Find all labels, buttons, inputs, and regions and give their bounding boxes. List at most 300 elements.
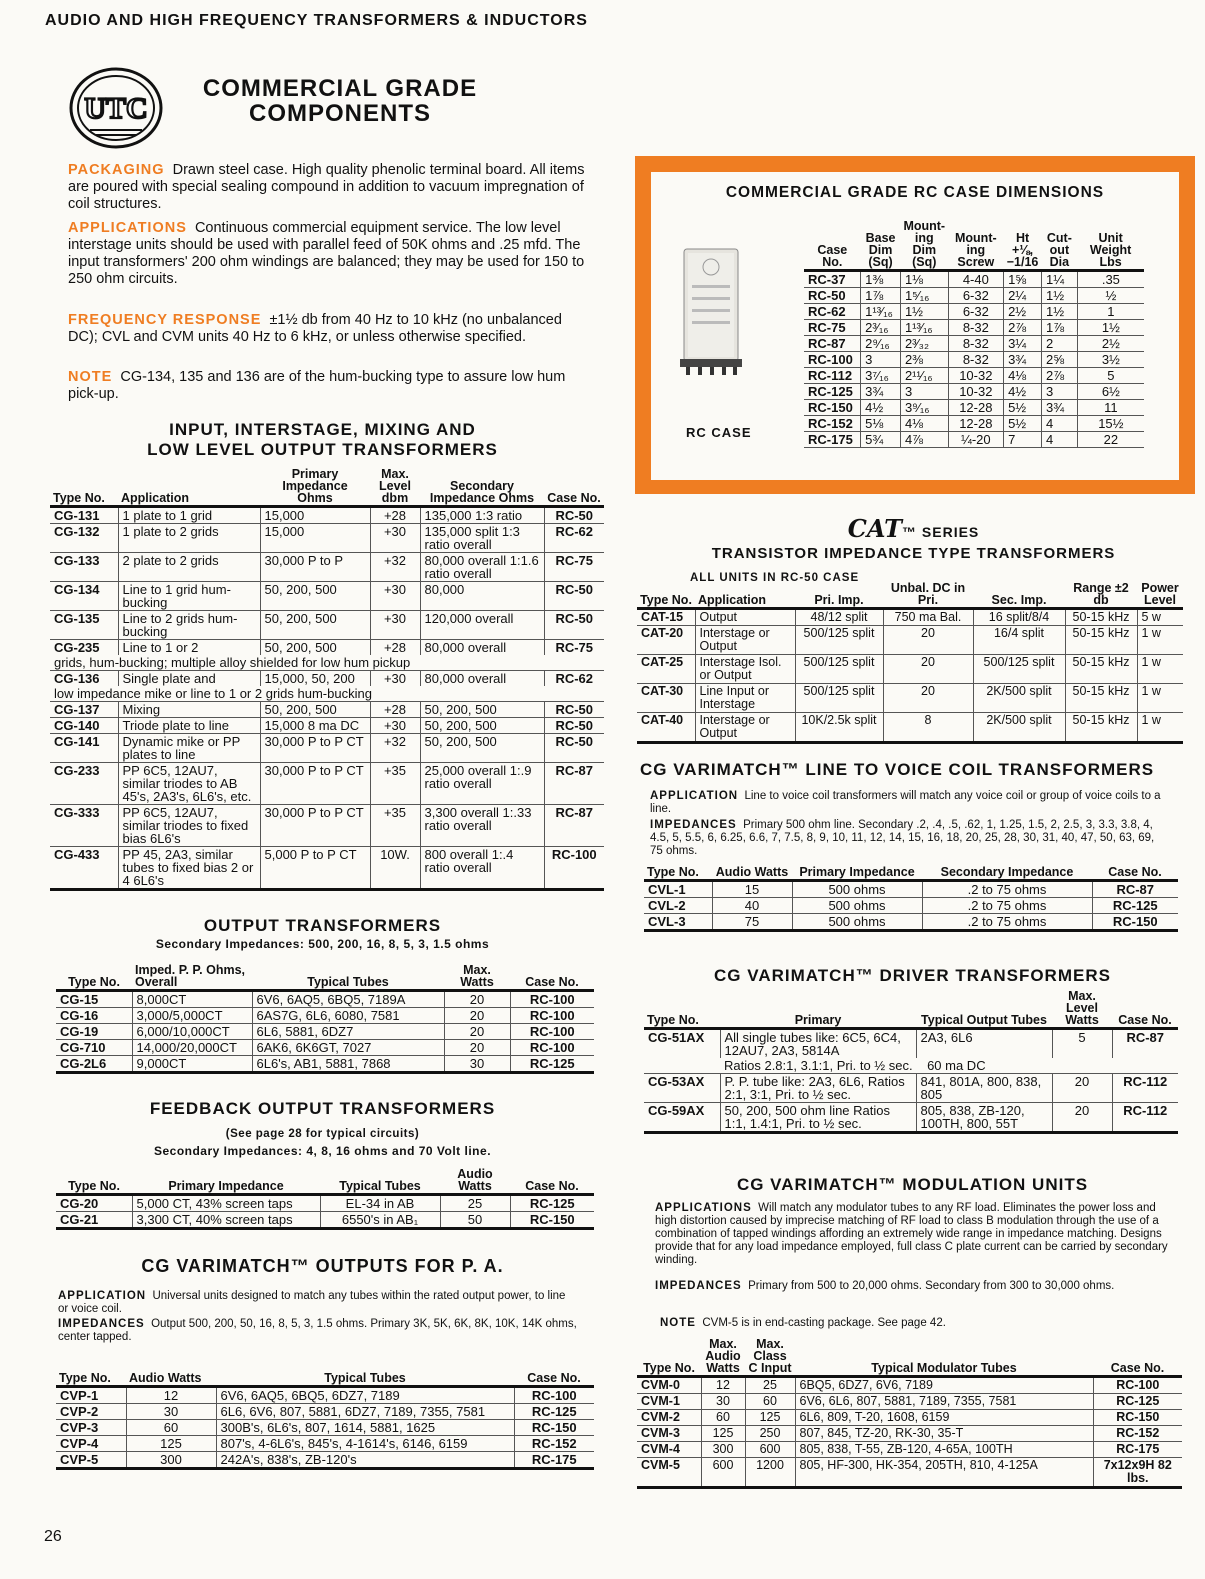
table-cell: 300 [126, 1452, 216, 1469]
table-cell: RC-112 [804, 368, 861, 384]
table-cell: 50, 200, 500 [420, 734, 544, 763]
table-cell: 125 [701, 1426, 745, 1442]
table-cell: 48/12 split [795, 609, 883, 626]
table-cell: 2 [1042, 336, 1078, 352]
table-cell: 6550's in AB₁ [320, 1212, 440, 1229]
table-cell: 6-32 [948, 304, 1003, 320]
cat-series-table [637, 582, 1183, 744]
table-cell: 1⅞ [861, 288, 901, 304]
table-cell: 6V6, 6AQ5, 6BQ5, 7189A [252, 991, 444, 1008]
table-row [50, 582, 604, 611]
table-header-cell: Type No. [50, 468, 118, 507]
table-cell: CG-137 [50, 702, 118, 718]
table-cell: RC-125 [1092, 898, 1178, 914]
table-cell: 10W. [370, 847, 420, 890]
table-row [804, 416, 1144, 432]
table-cell: EL-34 in AB [320, 1195, 440, 1212]
table-cell: 6½ [1077, 384, 1144, 400]
table-header-cell: Sec. Imp. [973, 582, 1065, 609]
table-header-cell: Unit Weight Lbs [1077, 220, 1144, 271]
table-cell: 300 [701, 1442, 745, 1458]
table-cell: RC-112 [1112, 1074, 1178, 1103]
table-cell: 5½ [1004, 400, 1042, 416]
table-header-cell: Primary Impedance [132, 1168, 320, 1195]
table-cell: RC-50 [544, 582, 604, 611]
table-row-note [644, 1058, 1178, 1074]
table-header-cell: Application [695, 582, 795, 609]
table-cell: 1 w [1137, 626, 1183, 655]
table-cell: 1 w [1137, 684, 1183, 713]
table-cell: 30,000 P to P CT [260, 805, 370, 847]
page-header: AUDIO AND HIGH FREQUENCY TRANSFORMERS & INDUCTORS [45, 12, 588, 29]
table-header-cell: Power Level [1137, 582, 1183, 609]
svg-text:UTC: UTC [84, 92, 148, 125]
table-cell: 12 [126, 1387, 216, 1404]
table-cell: 3 [1042, 384, 1078, 400]
table-cell: 4-40 [948, 271, 1003, 288]
table-cell: 6AS7G, 6L6, 6080, 7581 [252, 1008, 444, 1024]
table-header-cell: Secondary Impedance [922, 866, 1092, 881]
table-cell: 1⅜ [861, 271, 901, 288]
table-cell: CG-2L6 [56, 1056, 132, 1073]
table-cell: 50-15 kHz [1065, 655, 1137, 684]
table-row [637, 1394, 1182, 1410]
table-header-cell: Typical Output Tubes [916, 990, 1052, 1029]
table-cell: RC-75 [804, 320, 861, 336]
table-cell: Ratios 2.8:1, 3.1:1, Pri. to ½ sec. 60 ma DC [720, 1058, 1178, 1074]
table-header-cell: Type No. [56, 964, 132, 991]
table-header-cell: Case No. [510, 964, 594, 991]
table-cell: 5⅛ [861, 416, 901, 432]
table-cell: 6V6, 6L6, 807, 5881, 7189, 7355, 7581 [795, 1394, 1093, 1410]
table-cell: RC-100 [1093, 1377, 1182, 1394]
table-cell: 805, HF-300, HK-354, 205TH, 810, 4-125A [795, 1458, 1093, 1488]
table-cell: .35 [1077, 271, 1144, 288]
table-row [804, 352, 1144, 368]
table-cell: RC-50 [544, 718, 604, 734]
table-row [56, 1436, 594, 1452]
table-cell: 4⅞ [900, 432, 948, 448]
table-cell: 5,000 P to P CT [260, 847, 370, 890]
table-row [804, 400, 1144, 416]
table-cell: 75 [712, 914, 792, 931]
table-cell: 6L6's, AB1, 5881, 7868 [252, 1056, 444, 1073]
table-cell: 16 split/8/4 [973, 609, 1065, 626]
table-row [50, 805, 604, 847]
table-cell: RC-125 [510, 1056, 594, 1073]
page-title: COMMERCIAL GRADE COMPONENTS [202, 75, 478, 127]
table-cell: 3,300 CT, 40% screen taps [132, 1212, 320, 1229]
table-row [804, 304, 1144, 320]
table-cell: 15½ [1077, 416, 1144, 432]
table-header-cell: Case No. [544, 468, 604, 507]
table-cell: CVM-3 [637, 1426, 701, 1442]
table-row [50, 847, 604, 890]
table-cell: CVP-5 [56, 1452, 126, 1469]
table-cell: P. P. tube like: 2A3, 6L6, Ratios 2:1, 3:1, Pri. to ½ sec. [720, 1074, 916, 1103]
table-cell: CVL-1 [644, 881, 712, 898]
table-row [644, 1103, 1178, 1133]
table-cell: RC-150 [804, 400, 861, 416]
table-header-cell: Imped. P. P. Ohms, Overall [132, 964, 252, 991]
table-cell: 20 [444, 1008, 510, 1024]
table-cell: CVL-3 [644, 914, 712, 931]
table-cell: CVL-2 [644, 898, 712, 914]
table-cell: 15,000 8 ma DC [260, 718, 370, 734]
table-cell: 8-32 [948, 320, 1003, 336]
table-cell: 6L6, 5881, 6DZ7 [252, 1024, 444, 1040]
table-cell: Line to 2 grids hum-bucking [118, 611, 260, 640]
table-header-cell: Case No. [514, 1372, 594, 1387]
table-cell: CG-333 [50, 805, 118, 847]
table-cell: 50, 200, 500 [260, 702, 370, 718]
table-cell: CVM-2 [637, 1410, 701, 1426]
cvl-section-title: CG VARIMATCH™ LINE TO VOICE COIL TRANSFORMERS [640, 760, 1155, 779]
table-cell: RC-100 [514, 1387, 594, 1404]
table-header-cell: Secondary Impedance Ohms [420, 468, 544, 507]
table-row [50, 507, 604, 524]
table-cell: ¼-20 [948, 432, 1003, 448]
table-cell: CG-433 [50, 847, 118, 890]
table-row [50, 702, 604, 718]
table-header-cell: Typical Tubes [216, 1372, 514, 1387]
table-cell: 3,300 overall 1:.33 ratio overall [420, 805, 544, 847]
table-row [637, 713, 1183, 743]
table-header-cell: Typical Tubes [252, 964, 444, 991]
table-header-cell: Case No. [1092, 866, 1178, 881]
table-cell: 5½ [1004, 416, 1042, 432]
table-cell: 20 [883, 684, 973, 713]
table-cell: 2K/500 split [973, 713, 1065, 743]
feedback-subtitle-1: (See page 28 for typical circuits) [225, 1128, 420, 1140]
table-cell: +28 [370, 507, 420, 524]
output-transformers-table [56, 964, 594, 1074]
table-cell: RC-75 [544, 553, 604, 582]
table-cell: 2½ [1004, 304, 1042, 320]
table-row [50, 671, 604, 687]
table-cell: RC-62 [555, 671, 594, 686]
rc-dimensions-table [804, 220, 1144, 448]
table-cell: 50-15 kHz [1065, 609, 1137, 626]
table-cell: CVM-4 [637, 1442, 701, 1458]
table-cell: CG-19 [56, 1024, 132, 1040]
table-cell: 22 [1077, 432, 1144, 448]
table-cell: Interstage Isol. or Output [695, 655, 795, 684]
table-header-cell: Pri. Imp. [795, 582, 883, 609]
table-cell: 30 [444, 1056, 510, 1073]
table-row [50, 640, 604, 656]
table-cell: CG-136 [50, 671, 118, 687]
table-cell: 25 [440, 1195, 510, 1212]
table-cell: 60 [701, 1410, 745, 1426]
table-cell: .2 to 75 ohms [922, 881, 1092, 898]
table-row [50, 524, 604, 553]
table-cell: CG-140 [50, 718, 118, 734]
table-cell: RC-50 [544, 734, 604, 763]
table-cell: 10K/2.5k split [795, 713, 883, 743]
table-row [50, 734, 604, 763]
table-cell: PP 6C5, 12AU7, similar triodes to AB 45's, 2A3's, 6L6's, etc. [118, 763, 260, 805]
table-cell: 2 plate to 2 grids [118, 553, 260, 582]
table-row [637, 626, 1183, 655]
table-cell: CAT-15 [637, 609, 695, 626]
table-cell: 2K/500 split [973, 684, 1065, 713]
table-header-cell: Type No. [637, 582, 695, 609]
modulation-section-title: CG VARIMATCH™ MODULATION UNITS [736, 1175, 1089, 1194]
table-cell: CVP-3 [56, 1420, 126, 1436]
table-cell: 1 [1077, 304, 1144, 320]
table-cell: CAT-40 [637, 713, 695, 743]
table-cell: 6L6, 6V6, 807, 5881, 6DZ7, 7189, 7355, 7581 [216, 1404, 514, 1420]
table-cell: 135,000 split 1:3 ratio overall [420, 524, 544, 553]
table-header-cell: Case No. [804, 220, 861, 271]
table-cell: CG-233 [50, 763, 118, 805]
table-cell: +30 [370, 582, 420, 611]
table-cell: CG-15 [56, 991, 132, 1008]
table-cell: 80,000 [420, 582, 544, 611]
cat-all-units-note: ALL UNITS IN RC-50 CASE [690, 572, 860, 584]
table-header-cell: Type No. [637, 1338, 701, 1377]
table-cell: 4⅛ [900, 416, 948, 432]
table-cell: 50-15 kHz [1065, 713, 1137, 743]
table-cell: CAT-30 [637, 684, 695, 713]
table-cell: 7x12x9H 82 lbs. [1093, 1458, 1182, 1488]
table-cell: 15,000 [260, 507, 370, 524]
table-cell: 5 [1052, 1029, 1112, 1059]
table-cell: 1 plate to 2 grids [118, 524, 260, 553]
table-cell: 1⅛ [900, 271, 948, 288]
table-cell: 1½ [900, 304, 948, 320]
table-cell: RC-150 [1092, 914, 1178, 931]
table-header-cell: Mount-ing Dim (Sq) [900, 220, 948, 271]
table-cell: 125 [126, 1436, 216, 1452]
table-cell: 3 [861, 352, 901, 368]
table-header-cell: Typical Tubes [320, 1168, 440, 1195]
table-row [804, 368, 1144, 384]
table-row [804, 271, 1144, 288]
table-row [56, 1195, 594, 1212]
table-cell: RC-37 [804, 271, 861, 288]
table-cell: 2⅞ [1042, 368, 1078, 384]
feedback-subtitle-2: Secondary Impedances: 4, 8, 16 ohms and 70 Volt line. [153, 1144, 492, 1158]
table-cell: 6AK6, 6K6GT, 7027 [252, 1040, 444, 1056]
table-cell: 6L6, 809, T-20, 1608, 6159 [795, 1410, 1093, 1426]
table-cell: 15,000 [260, 524, 370, 553]
table-cell: 750 ma Bal. [883, 609, 973, 626]
modulation-note-paragraph: NOTE CVM-5 is in end-casting package. See page 42. [660, 1317, 946, 1329]
table-cell: RC-100 [544, 847, 604, 890]
table-row [637, 609, 1183, 626]
table-cell: ½ [1077, 288, 1144, 304]
table-cell: 11 [1077, 400, 1144, 416]
feedback-transformers-table [56, 1168, 594, 1230]
table-cell: 300B's, 6L6's, 807, 1614, 5881, 1625 [216, 1420, 514, 1436]
table-cell: 3⁷⁄₁₆ [861, 368, 901, 384]
table-row [56, 1404, 594, 1420]
table-cell: Single plate and [118, 671, 260, 687]
table-row [56, 1056, 594, 1073]
table-cell: CG-20 [56, 1195, 132, 1212]
table-cell: 3⁹⁄₁₆ [900, 400, 948, 416]
table-cell: RC-87 [804, 336, 861, 352]
table-cell: All single tubes like: 6C5, 6C4, 12AU7, 2A3, 5814A [720, 1029, 916, 1059]
table-cell: CG-135 [50, 611, 118, 640]
table-cell: 6V6, 6AQ5, 6BQ5, 6DZ7, 7189 [216, 1387, 514, 1404]
table-cell: 500/125 split [795, 626, 883, 655]
table-cell: 25 [745, 1377, 795, 1394]
table-cell: RC-87 [544, 763, 604, 805]
table-cell: 2⁹⁄₁₆ [861, 336, 901, 352]
table-cell: RC-62 [804, 304, 861, 320]
table-cell: 20 [444, 1024, 510, 1040]
cat-series-heading: CAT™ SERIES [847, 514, 980, 543]
table-cell: CVP-4 [56, 1436, 126, 1452]
table-cell: 80,000 overall [420, 671, 544, 687]
table-row [644, 898, 1178, 914]
table-cell: 50 [440, 1212, 510, 1229]
table-row [637, 684, 1183, 713]
table-cell: 8,000CT [132, 991, 252, 1008]
table-cell: 135,000 1:3 ratio [420, 507, 544, 524]
table-header-cell: Primary Impedance Ohms [260, 468, 370, 507]
table-row [804, 320, 1144, 336]
table-cell: 60 [126, 1420, 216, 1436]
table-cell: 250 [745, 1426, 795, 1442]
table-cell: 2¹¹⁄₁₆ [900, 368, 948, 384]
table-cell: 50, 200, 500 [260, 640, 370, 656]
table-cell: 805, 838, ZB-120, 100TH, 800, 55T [916, 1103, 1052, 1133]
table-cell: 6BQ5, 6DZ7, 6V6, 7189 [795, 1377, 1093, 1394]
modulation-applications-paragraph: APPLICATIONS Will match any modulator tubes to any RF load. Eliminates the power loss and high distortion caused by imprecise matching of RF load to class B modulation through the use of a combination of tapped windings affording an extremely wide range in impedance matching. Designs provide that for any load impedance employed, full class C plate current can be carried by secondary winding. [655, 1202, 1168, 1266]
table-cell: Triode plate to line [118, 718, 260, 734]
table-cell: Line to 1 or 2 [118, 640, 260, 656]
table-cell: 120,000 overall [420, 611, 544, 640]
table-cell: Output [695, 609, 795, 626]
table-cell: RC-112 [1112, 1103, 1178, 1133]
table-cell: 4 [1042, 432, 1078, 448]
table-cell: 807, 845, TZ-20, RK-30, 35-T [795, 1426, 1093, 1442]
table-row [56, 1452, 594, 1469]
table-cell: 841, 801A, 800, 838, 805 [916, 1074, 1052, 1103]
table-cell: 20 [883, 655, 973, 684]
table-row [56, 1024, 594, 1040]
table-cell: 5 w [1137, 609, 1183, 626]
table-cell: 50, 200, 500 [420, 718, 544, 734]
cat-section-title: TRANSISTOR IMPEDANCE TYPE TRANSFORMERS [711, 545, 1116, 562]
table-cell: RC-175 [514, 1452, 594, 1469]
table-cell: 50, 200, 500 [260, 582, 370, 611]
table-cell: 3 [900, 384, 948, 400]
table-row [644, 914, 1178, 931]
table-cell: 500/125 split [795, 655, 883, 684]
table-row [804, 288, 1144, 304]
table-row [637, 655, 1183, 684]
table-cell: 1⅞ [1042, 320, 1078, 336]
table-row [804, 384, 1144, 400]
table-cell: Line to 1 grid hum-bucking [118, 582, 260, 611]
table-cell: 500 ohms [792, 914, 922, 931]
table-header-cell: Primary Impedance [792, 866, 922, 881]
table-cell [644, 1058, 720, 1074]
table-cell: CG-53AX [644, 1074, 720, 1103]
table-cell: CG-133 [50, 553, 118, 582]
input-section-title: INPUT, INTERSTAGE, MIXING AND LOW LEVEL OUTPUT TRANSFORMERS [147, 420, 498, 459]
table-header-cell: Primary [720, 990, 916, 1029]
table-cell: low impedance mike or line to 1 or 2 grids hum-bucking [50, 686, 604, 702]
table-cell: 16/4 split [973, 626, 1065, 655]
table-header-cell: Max. Level Watts [1052, 990, 1112, 1029]
table-cell: 30 [701, 1394, 745, 1410]
table-cell: PP 45, 2A3, similar tubes to fixed bias 2 or 4 6L6's [118, 847, 260, 890]
table-cell: 807's, 4-6L6's, 845's, 4-1614's, 6146, 6159 [216, 1436, 514, 1452]
table-cell: 4 [1042, 416, 1078, 432]
table-cell: CG-132 [50, 524, 118, 553]
table-cell: CVM-0 [637, 1377, 701, 1394]
table-cell: RC-50 [804, 288, 861, 304]
table-cell: 80,000 overall [420, 640, 544, 656]
table-cell: 20 [1052, 1103, 1112, 1133]
table-header-cell: Type No. [56, 1372, 126, 1387]
table-cell: CG-141 [50, 734, 118, 763]
table-cell: 1 w [1137, 655, 1183, 684]
table-cell: 3¾ [861, 384, 901, 400]
table-header-cell: Type No. [644, 990, 720, 1029]
table-cell: 12-28 [948, 416, 1003, 432]
table-header-cell: Cut-out Dia [1042, 220, 1078, 271]
table-cell: RC-125 [510, 1195, 594, 1212]
table-cell: RC-152 [804, 416, 861, 432]
table-cell: 6,000/10,000CT [132, 1024, 252, 1040]
table-cell: +28 [370, 640, 420, 656]
cvl-transformers-table [644, 866, 1178, 932]
table-cell: 15 [712, 881, 792, 898]
table-cell: CAT-20 [637, 626, 695, 655]
table-cell: 1⁵⁄₁₆ [900, 288, 948, 304]
table-cell: CG-235 [50, 640, 118, 656]
table-header-cell: Case No. [1093, 1338, 1182, 1377]
table-cell: RC-150 [1093, 1410, 1182, 1426]
output-section-subtitle: Secondary Impedances: 500, 200, 16, 8, 5, 3, 1.5 ohms [155, 937, 490, 951]
table-header-cell: Case No. [510, 1168, 594, 1195]
table-cell: 3½ [1077, 352, 1144, 368]
table-cell: 1200 [745, 1458, 795, 1488]
table-cell: 500/125 split [795, 684, 883, 713]
table-cell: 3¾ [1042, 400, 1078, 416]
table-cell: 1 plate to 1 grid [118, 507, 260, 524]
table-cell: +35 [370, 763, 420, 805]
table-cell: CG-21 [56, 1212, 132, 1229]
output-section-title: OUTPUT TRANSFORMERS [203, 916, 442, 935]
table-cell: RC-175 [804, 432, 861, 448]
table-cell: 20 [444, 1040, 510, 1056]
table-row [804, 336, 1144, 352]
table-cell: RC-100 [804, 352, 861, 368]
pa-impedances-paragraph: IMPEDANCES Output 500, 200, 50, 16, 8, 5, 3, 1.5 ohms. Primary 3K, 5K, 6K, 8K, 10K, 14K ohms, center tapped. [58, 1318, 577, 1343]
table-cell: CG-710 [56, 1040, 132, 1056]
table-cell: RC-150 [514, 1420, 594, 1436]
table-row [644, 881, 1178, 898]
table-header-cell: Mount-ing Screw [948, 220, 1003, 271]
table-cell: 1¹³⁄₁₆ [861, 304, 901, 320]
table-cell: RC-50 [544, 611, 604, 640]
table-cell: +35 [370, 805, 420, 847]
table-cell: CG-59AX [644, 1103, 720, 1133]
table-cell: RC-100 [510, 1008, 594, 1024]
table-cell: RC-175 [1093, 1442, 1182, 1458]
page-number: 26 [44, 1528, 62, 1545]
table-row [56, 1212, 594, 1229]
table-cell: 8-32 [948, 352, 1003, 368]
